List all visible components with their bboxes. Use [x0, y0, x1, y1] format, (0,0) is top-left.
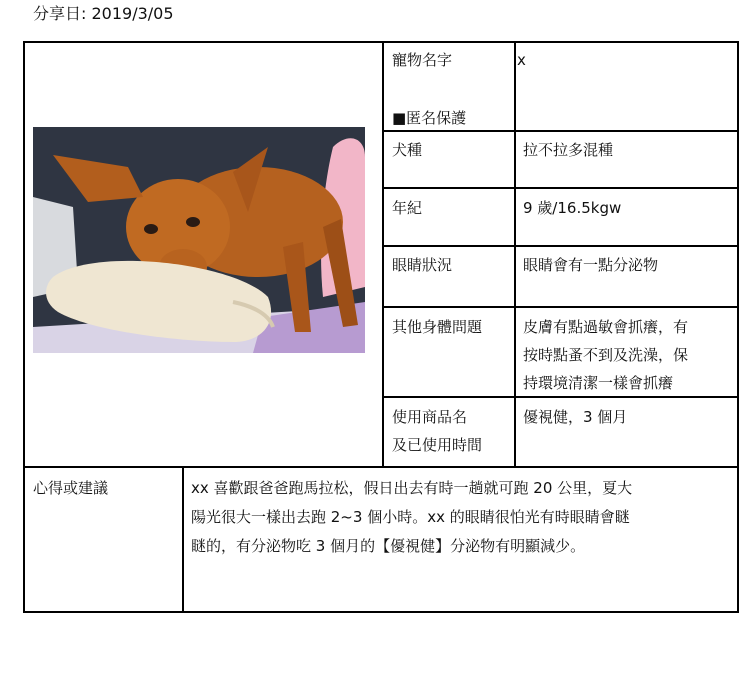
other-issues-line-1: 皮膚有點過敏會抓癢，有 — [523, 318, 689, 336]
eye-condition-label: 眼睛狀況 — [392, 256, 453, 274]
table-border-left — [23, 41, 25, 613]
product-value: 優視健，3 個月 — [523, 408, 628, 426]
feedback-line-1: xx 喜歡跟爸爸跑馬拉松，假日出去有時一趟就可跑 20 公里，夏大 — [191, 479, 633, 497]
row-divider-4 — [382, 306, 739, 308]
table-border-right — [737, 41, 739, 613]
pet-name-value: x — [517, 51, 526, 69]
product-label-line-2: 及已使用時間 — [392, 436, 483, 454]
other-issues-line-2: 按時點蚤不到及洗澡，保 — [523, 346, 689, 364]
product-label-line-1: 使用商品名 — [392, 408, 468, 426]
other-issues-label: 其他身體問題 — [392, 318, 483, 336]
feedback-divider — [23, 466, 739, 468]
breed-label: 犬種 — [392, 141, 423, 159]
other-issues-line-3: 持環境清潔一樣會抓癢 — [523, 374, 674, 392]
divider-feedback-label — [182, 467, 184, 613]
row-divider-2 — [382, 187, 739, 189]
feedback-line-2: 陽光很大一樣出去跑 2~3 個小時。xx 的眼睛很怕光有時眼睛會瞇 — [191, 508, 630, 526]
row-divider-5 — [382, 396, 739, 398]
eye-condition-value: 眼睛會有一點分泌物 — [523, 256, 659, 274]
share-date: 分享日: 2019/3/05 — [33, 4, 174, 23]
breed-value: 拉不拉多混種 — [523, 141, 614, 159]
feedback-line-3: 瞇的，有分泌物吃 3 個月的【優視健】分泌物有明顯減少。 — [191, 537, 586, 555]
feedback-label: 心得或建議 — [33, 479, 109, 497]
table-border-bottom — [23, 611, 739, 613]
divider-photo-right — [382, 41, 384, 468]
dog-photo — [33, 127, 365, 353]
row-divider-3 — [382, 245, 739, 247]
age-value: 9 歲/16.5kgw — [523, 199, 622, 217]
pet-name-label: 寵物名字 — [392, 51, 453, 69]
row-divider-1 — [382, 130, 739, 132]
age-label: 年紀 — [392, 199, 423, 217]
pet-name-note: ■匿名保護 — [392, 109, 467, 127]
table-border-top — [23, 41, 739, 43]
dog-illustration — [33, 127, 365, 353]
divider-label-value — [514, 41, 516, 468]
